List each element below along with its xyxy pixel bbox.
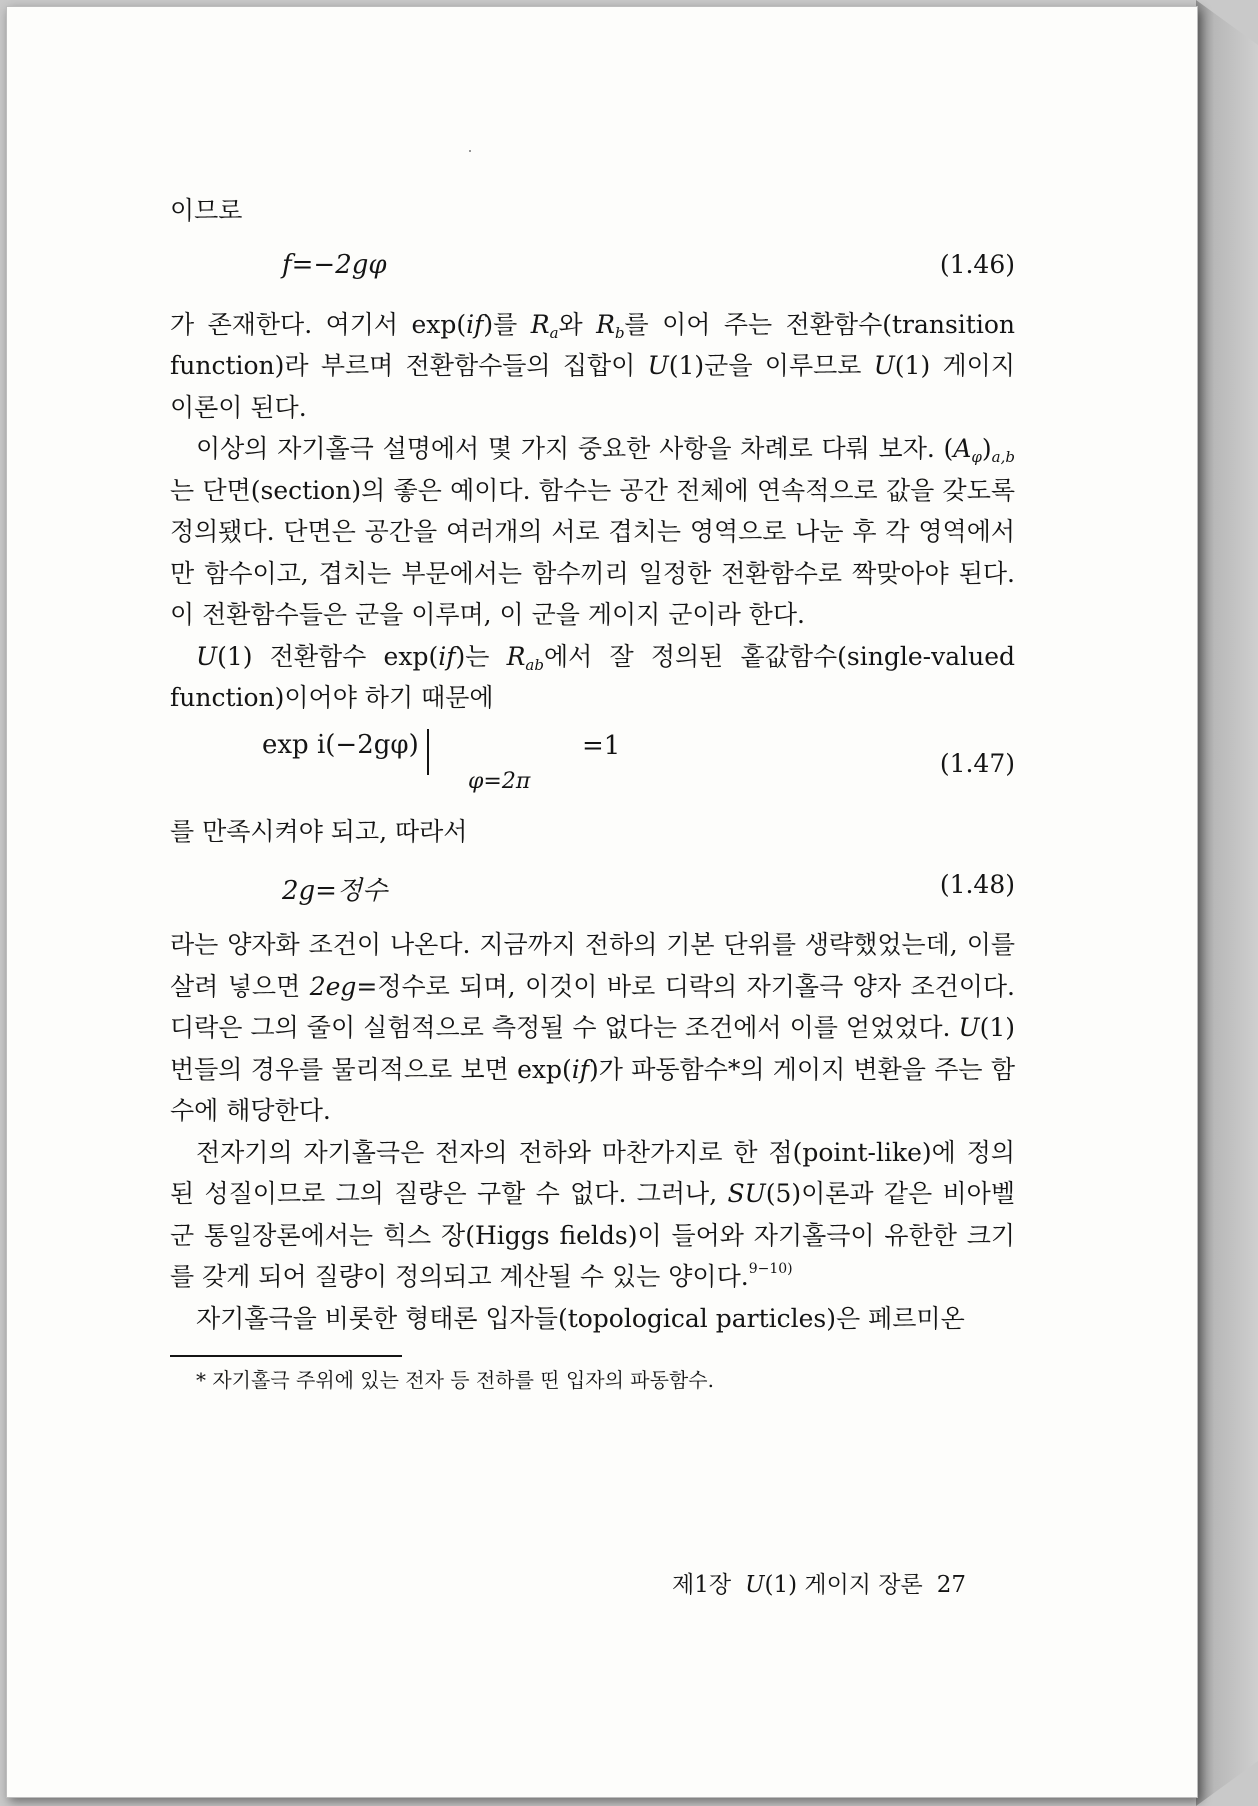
paragraph-topological: 자기홀극을 비롯한 형태론 입자들(topological particles)은 페르미온 (196, 1303, 965, 1333)
paragraph-transition-function: 가 존재한다. 여기서 exp(if)를 $R_a$와 $R_b$를 이어 주는 전환함수(transition function)라 부르며 전환함수들의 집합이 U(1)군을 이루므로 U(1) 게이지 이론이 된다. (170, 309, 1015, 422)
equation-1-47 (170, 719, 1015, 811)
evaluation-subscript: φ=2π (468, 768, 531, 794)
chapter-label: 제1장 (672, 1572, 732, 1598)
page-number: 27 (936, 1572, 967, 1598)
paragraph-monopole-mass: 전자기의 자기홀극은 전자의 전하와 마찬가지로 한 점(point-like)에 정의된 성질이므로 그의 질량은 구할 수 없다. 그러나, SU(5)이론과 같은 비아벨 군 통일장론에서는 힉스 장(Higgs fields)이 들어와 자기홀극이 유한한 크기를 갖게 되어 질량이 정의되고 계산될 수 있는 양이다.$^{9-10)}$ (170, 1137, 1015, 1291)
paragraph-section: 이상의 자기홀극 설명에서 몇 가지 중요한 사항을 차례로 다뤄 보자. $(A_\varphi)_{a,b}$는 단면(section)의 좋은 예이다. 함수는 공간 전체에 연속적으로 값을 갖도록 정의됐다. 단면은 공간을 여러개의 서로 겹치는 영역으로 나눈 후 각 영역에서만 함수이고, 겹치는 부문에서는 함수끼리 일정한 전환함수로 짝맞아야 된다. 이 전환함수들은 군을 이루며, 이 군을 게이지 군이라 한다. (170, 434, 1015, 629)
footnote: * 자기홀극 주위에 있는 전자 등 전하를 띤 입자의 파동함수. (196, 1368, 714, 1392)
paragraph-single-valued: U(1) 전환함수 exp(if)는 $R_{ab}$에서 잘 정의된 홑값함수(single-valued function)이어야 하기 때문에 (170, 641, 1015, 712)
print-speck (469, 150, 471, 152)
equation-expression: f=−2gφ (282, 249, 387, 280)
chapter-title: U(1) 게이지 장론 (745, 1572, 923, 1598)
equation-1-46 (170, 232, 1015, 304)
equation-number: (1.46) (939, 249, 1015, 279)
equation-number: (1.48) (939, 870, 1015, 899)
equation-expression: exp i(−2gφ) (262, 729, 433, 775)
equation-number: (1.47) (939, 748, 1015, 778)
text-line-satisfy: 를 만족시켜야 되고, 따라서 (170, 816, 468, 846)
equation-expression: 2g=정수 (282, 876, 388, 906)
footnote-rule (170, 1355, 402, 1357)
paragraph-quantization: 라는 양자화 조건이 나온다. 지금까지 전하의 기본 단위를 생략했었는데, 이를 살려 넣으면 2eg=정수로 되며, 이것이 바로 디락의 자기홀극 양자 조건이다. 디락은 그의 줄이 실험적으로 측정될 수 없다는 조건에서 이를 얻었었다. U(1)번들의 경우를 물리적으로 보면 exp(if)가 파동함수*의 게이지 변환을 주는 함수에 해당한다. (170, 930, 1016, 1125)
text-line-imeuro: 이므로 (170, 196, 243, 225)
equation-rhs: =1 (582, 730, 621, 761)
page-body (170, 190, 1015, 1395)
citation-superscript: 9−10) (748, 1261, 793, 1277)
equation-1-48 (170, 852, 1015, 924)
evaluation-bar (427, 729, 429, 775)
running-footer (672, 1566, 966, 1599)
page-stack-edge (1196, 0, 1258, 1806)
